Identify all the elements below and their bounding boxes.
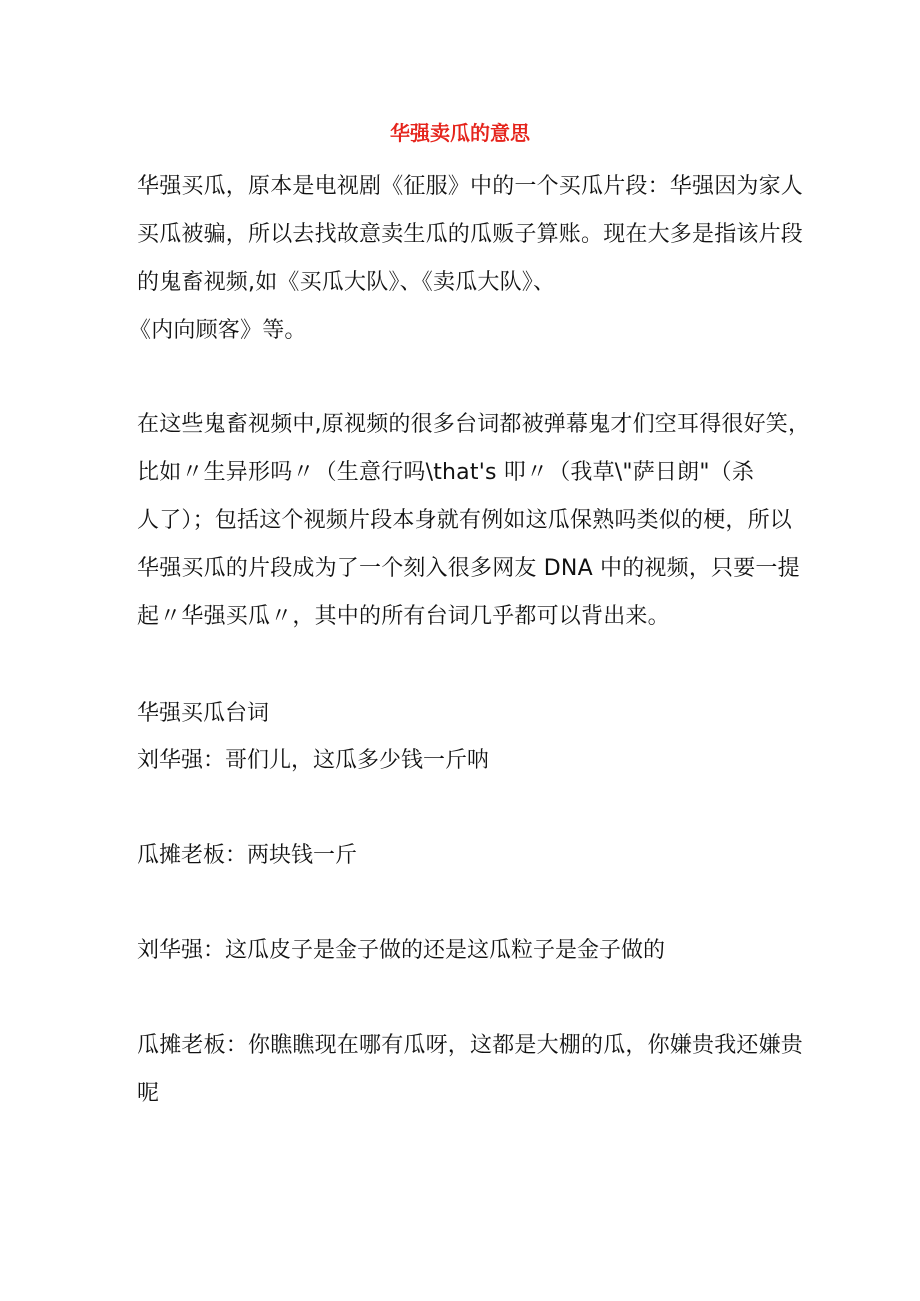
dialogue-line-3: 刘华强：这瓜皮子是金子做的还是这瓜粒子是金子做的 (137, 938, 666, 963)
meme-line: 在这些鬼畜视频中,原视频的很多台词都被弹幕鬼才们空耳得很好笑， (137, 412, 811, 437)
dialogue-line-4 (137, 1022, 804, 1118)
intro-line: 买瓜被骗，所以去找故意卖生瓜的瓜贩子算账。现在大多是指该片段 (137, 222, 804, 247)
dialogue-line-4-part: 呢 (137, 1081, 160, 1106)
intro-line: 《内向顾客》等。 (129, 318, 307, 343)
intro-paragraph (129, 163, 804, 355)
meme-line: 起〃华强买瓜〃，其中的所有台词几乎都可以背出来。 (137, 604, 670, 629)
meme-line: 人了）；包括这个视频片段本身就有例如这瓜保熟吗类似的梗，所以 (137, 508, 793, 533)
meme-paragraph (137, 401, 811, 641)
meme-line: 比如〃生异形吗〃（生意行吗\that's 叩〃（我草\"萨日朗"（杀 (137, 460, 755, 485)
meme-line: 华强买瓜的片段成为了一个刻入很多网友 DNA 中的视频，只要一提 (137, 556, 800, 581)
intro-line: 的鬼畜视频,如《买瓜大队》、《卖瓜大队》、 (137, 270, 556, 295)
document-title: 华强卖瓜的意思 (390, 121, 530, 145)
dialogue-line-1: 刘华强：哥们儿，这瓜多少钱一斤呐 (137, 748, 490, 773)
dialogue-line-4-part: 瓜摊老板：你瞧瞧现在哪有瓜呀，这都是大棚的瓜，你嫌贵我还嫌贵 (137, 1033, 804, 1058)
dialogue-heading: 华强买瓜台词 (137, 701, 270, 726)
intro-line: 华强买瓜，原本是电视剧《征服》中的一个买瓜片段：华强因为家人 (137, 174, 804, 199)
dialogue-line-2: 瓜摊老板：两块钱一斤 (137, 843, 358, 868)
